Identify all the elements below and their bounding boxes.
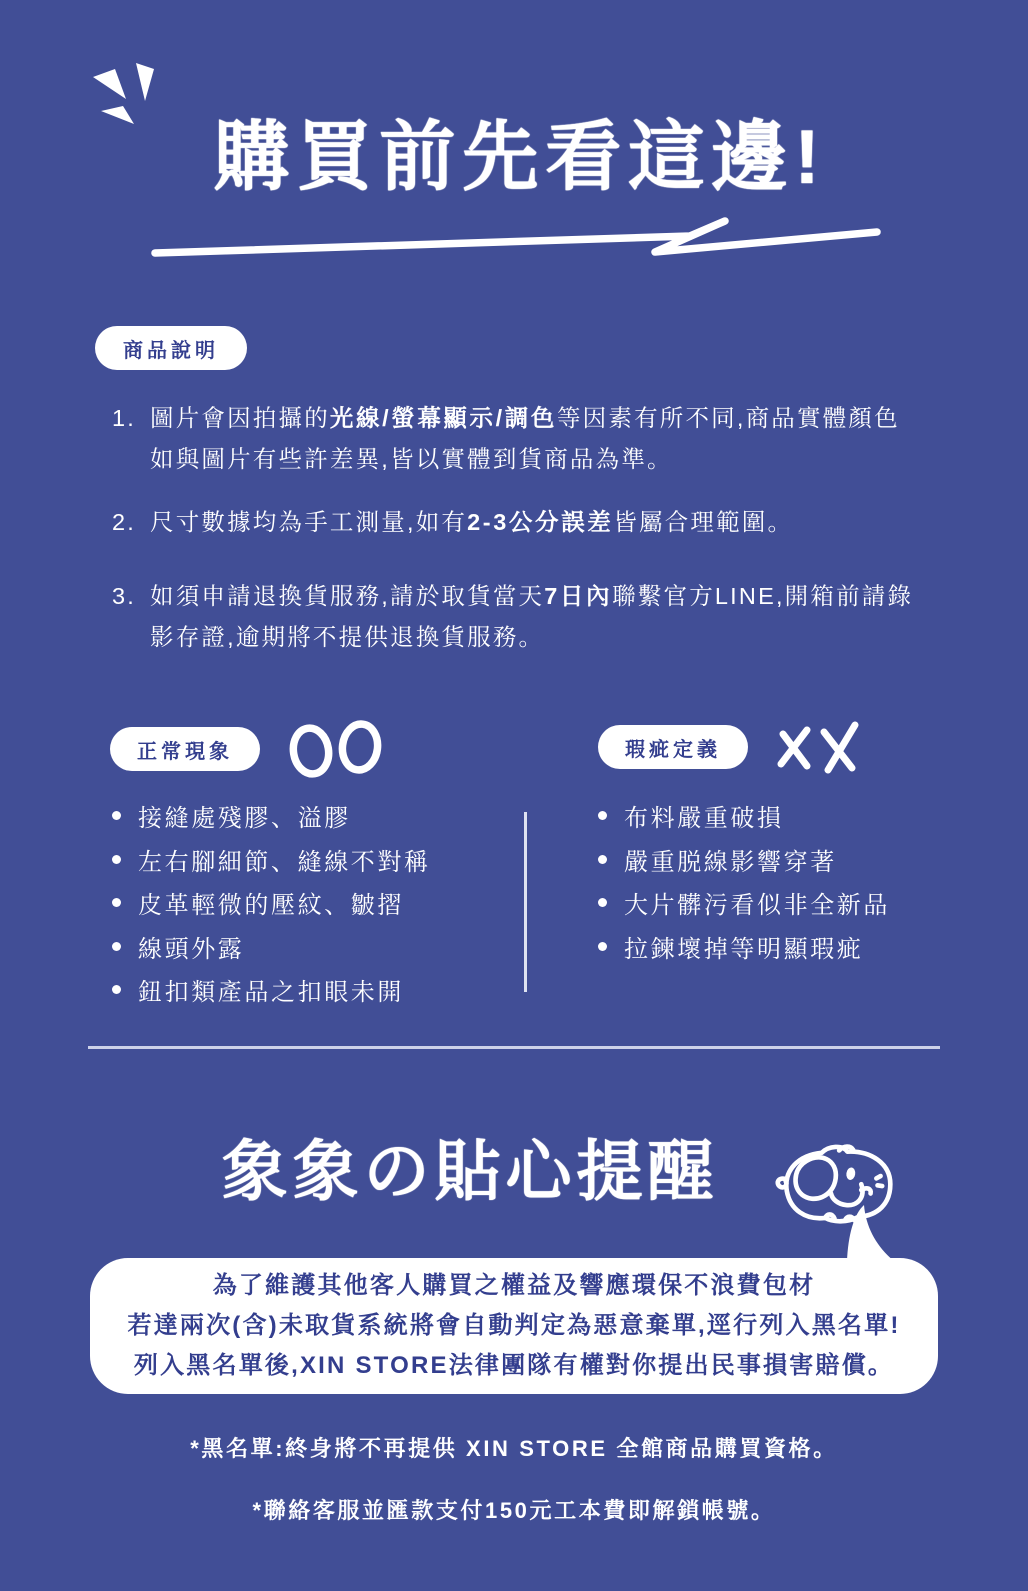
list-item-label: 布料嚴重破損 — [624, 805, 784, 833]
list-item — [598, 925, 890, 969]
cross-marks-icon — [774, 718, 862, 776]
defect-badge — [598, 725, 748, 769]
section-divider — [88, 1046, 940, 1049]
list-item — [598, 794, 890, 838]
note-item-3 — [112, 576, 924, 658]
note-number: 2. — [112, 509, 136, 535]
reminder-title: 象象の貼心提醒 — [221, 1134, 719, 1208]
list-item — [598, 881, 890, 925]
bullet-dot — [112, 855, 121, 864]
blacklist-notice-box — [90, 1258, 938, 1394]
list-item-label: 鈕扣類產品之扣眼未開 — [138, 979, 404, 1007]
list-item — [112, 838, 431, 882]
bullet-dot — [598, 811, 607, 820]
list-item-label: 接縫處殘膠、溢膠 — [138, 805, 351, 833]
notice-line: 若達兩次(含)未取貨系統將會自動判定為惡意棄單,逕行列入黑名單! — [127, 1312, 901, 1339]
defect-list — [598, 794, 890, 968]
bullet-dot — [112, 942, 121, 951]
list-item-label: 嚴重脱線影響穿著 — [624, 848, 837, 876]
list-item — [112, 794, 431, 838]
notice-line: 列入黑名單後,XIN STORE法律團隊有權對你提出民事損害賠償。 — [133, 1352, 895, 1379]
list-item-label: 皮革輕微的壓紋、皺摺 — [138, 892, 404, 920]
list-item-label: 左右腳細節、縫線不對稱 — [138, 848, 431, 876]
normal-badge — [110, 727, 260, 771]
list-item — [112, 881, 431, 925]
list-item-label: 線頭外露 — [138, 935, 245, 963]
speech-bubble-tail — [845, 1205, 897, 1263]
defect-badge-label: 瑕疵定義 — [625, 738, 721, 761]
page-title: 購買前先看這邊! — [213, 115, 827, 200]
footnote-blacklist: *黑名單:終身將不再提供 XIN STORE 全館商品購買資格。 — [190, 1436, 838, 1461]
bullet-dot — [598, 898, 607, 907]
circle-marks-icon — [286, 718, 390, 780]
note-item-2 — [112, 502, 924, 543]
list-item-label: 拉鍊壞掉等明顯瑕疵 — [624, 935, 864, 963]
footnote-unlock: *聯絡客服並匯款支付150元工本費即解鎖帳號。 — [252, 1498, 776, 1523]
note-item-1 — [112, 398, 924, 480]
list-item-label: 大片髒污看似非全新品 — [624, 892, 890, 920]
list-item — [598, 838, 890, 882]
list-item — [112, 925, 431, 969]
list-item — [112, 968, 431, 1012]
note-text: 圖片會因拍攝的光線/螢幕顯示/調色等因素有所不同,商品實體顏色如與圖片有些許差異,皆以實體到貨商品為準。 — [150, 405, 900, 472]
bullet-dot — [112, 898, 121, 907]
note-number: 1. — [112, 405, 136, 431]
note-text: 如須申請退換貨服務,請於取貨當天7日內聯繫官方LINE,開箱前請錄影存證,逾期將不提供退換貨服務。 — [150, 583, 914, 650]
bullet-dot — [112, 811, 121, 820]
column-divider — [524, 812, 527, 992]
note-number: 3. — [112, 583, 136, 609]
defect-column-header — [598, 718, 862, 776]
product-description-badge-label: 商品說明 — [123, 339, 219, 362]
bullet-dot — [112, 985, 121, 994]
title-underline-scribble — [148, 210, 888, 262]
product-description-badge — [95, 326, 247, 370]
normal-list — [112, 794, 431, 1012]
note-text: 尺寸數據均為手工測量,如有2-3公分誤差皆屬合理範圍。 — [150, 509, 794, 535]
bullet-dot — [598, 855, 607, 864]
normal-column-header — [110, 718, 390, 780]
normal-badge-label: 正常現象 — [137, 740, 233, 763]
bullet-dot — [598, 942, 607, 951]
notice-line: 為了維護其他客人購買之權益及響應環保不浪費包材 — [212, 1272, 816, 1299]
